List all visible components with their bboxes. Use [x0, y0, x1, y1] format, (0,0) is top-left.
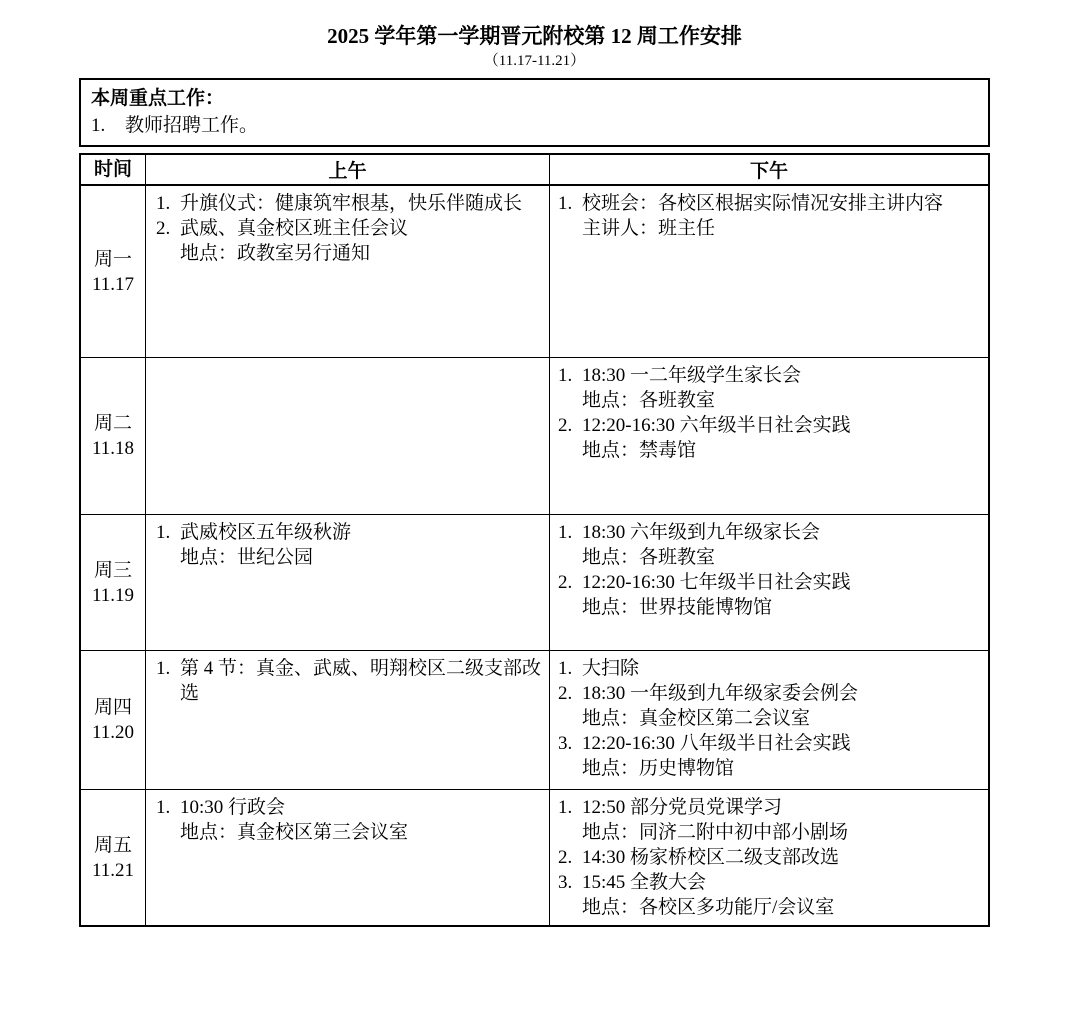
afternoon-cell: [549, 515, 988, 650]
schedule-item: [156, 191, 543, 216]
schedule-item: [558, 413, 982, 438]
day-label: 周二: [93, 413, 132, 434]
item-number: 1.: [91, 115, 106, 136]
schedule-item: [558, 438, 982, 463]
item-number: 3.: [558, 872, 573, 893]
schedule-item: [156, 216, 543, 241]
schedule-item: [558, 895, 982, 920]
schedule-item: [156, 820, 543, 845]
item-number: [558, 595, 582, 620]
item-number: 2.: [558, 415, 573, 436]
day-label: 周五: [93, 834, 132, 856]
item-text: 18:30 六年级到九年级家长会: [582, 522, 821, 543]
morning-cell: [145, 358, 549, 514]
item-text: 12:20-16:30 七年级半日社会实践: [582, 572, 851, 593]
weekly-focus-box: [79, 78, 990, 147]
day-cell: [81, 790, 145, 925]
schedule-item: [558, 870, 982, 895]
schedule-item: [558, 731, 982, 756]
item-number: [156, 820, 180, 845]
morning-cell: [145, 186, 549, 357]
afternoon-cell: [549, 358, 988, 514]
afternoon-cell: [549, 651, 988, 789]
item-text: 地点：真金校区第二会议室: [582, 708, 811, 729]
item-number: [558, 216, 582, 241]
item-number: 2.: [558, 572, 573, 593]
day-cell: [81, 358, 145, 514]
schedule-item: [558, 820, 982, 845]
item-text: 14:30 杨家桥校区二级支部改选: [582, 847, 840, 868]
item-number: 1.: [558, 522, 573, 543]
item-text: 主讲人：班主任: [582, 218, 716, 239]
item-text: 地点：同济二附中初中部小剧场: [582, 822, 849, 843]
item-text: 12:50 部分党员党课学习: [582, 797, 783, 818]
schedule-item: [558, 595, 982, 620]
item-number: [558, 820, 582, 845]
item-text: 教师招聘工作。: [125, 115, 259, 136]
date-label: 11.19: [91, 584, 135, 606]
schedule-item: [558, 216, 982, 241]
item-text: 大扫除: [582, 658, 640, 679]
item-number: 1.: [558, 658, 573, 679]
schedule-header-row: [81, 155, 988, 186]
item-text: 12:20-16:30 六年级半日社会实践: [582, 415, 851, 436]
schedule-item: [558, 388, 982, 413]
item-text: 地点：世纪公园: [180, 547, 314, 568]
item-number: 2.: [156, 218, 171, 239]
item-number: 1.: [558, 193, 573, 214]
afternoon-cell: [549, 790, 988, 925]
day-cell: [81, 186, 145, 357]
schedule-item: [156, 656, 543, 706]
schedule-item: [156, 795, 543, 820]
date-label: 11.18: [91, 438, 135, 459]
schedule-table: [79, 153, 990, 927]
date-label: 11.17: [91, 273, 135, 295]
item-text: 地点：真金校区第三会议室: [180, 822, 409, 843]
schedule-item: [558, 545, 982, 570]
schedule-row: [81, 650, 988, 789]
item-number: 1.: [156, 193, 171, 214]
item-number: 3.: [558, 733, 573, 754]
item-text: 地点：各校区多功能厅/会议室: [582, 897, 835, 918]
morning-cell: [145, 651, 549, 789]
item-text: 校班会：各校区根据实际情况安排主讲内容: [582, 193, 944, 214]
item-text: 18:30 一年级到九年级家委会例会: [582, 683, 859, 704]
schedule-item: [558, 656, 982, 681]
item-number: [558, 706, 582, 731]
date-label: 11.21: [91, 859, 135, 881]
item-text: 地点：世界技能博物馆: [582, 597, 773, 618]
schedule-row: [81, 357, 988, 514]
item-number: [558, 388, 582, 413]
item-number: [558, 438, 582, 463]
schedule-item: [558, 756, 982, 781]
schedule-row: [81, 789, 988, 925]
schedule-row: [81, 514, 988, 650]
schedule-item: [156, 241, 543, 266]
schedule-item: [558, 191, 982, 216]
item-text: 地点：政教室另行通知: [180, 243, 371, 264]
item-text: 地点：各班教室: [582, 390, 716, 411]
day-cell: [81, 515, 145, 650]
item-number: [156, 241, 180, 266]
item-number: 1.: [156, 658, 171, 679]
schedule-item: [558, 706, 982, 731]
item-text: 地点：各班教室: [582, 547, 716, 568]
item-number: [558, 545, 582, 570]
item-text: 18:30 一二年级学生家长会: [582, 365, 802, 386]
schedule-item: [558, 520, 982, 545]
schedule-item: [558, 570, 982, 595]
item-number: [558, 895, 582, 920]
item-text: 地点：历史博物馆: [582, 758, 735, 779]
item-text: 武威、真金校区班主任会议: [180, 218, 409, 239]
item-text: 15:45 全教大会: [582, 872, 707, 893]
item-number: 2.: [558, 683, 573, 704]
weekly-focus-heading: 本周重点工作：: [91, 88, 225, 109]
item-text: 地点：禁毒馆: [582, 440, 697, 461]
item-number: 1.: [558, 797, 573, 818]
header-afternoon: 下午: [549, 155, 988, 184]
weekly-focus-item: [91, 112, 978, 139]
schedule-item: [558, 845, 982, 870]
schedule-row: [81, 186, 988, 357]
page-title: 2025 学年第一学期晋元附校第 12 周工作安排: [327, 24, 742, 48]
afternoon-cell: [549, 186, 988, 357]
page-subtitle: （11.17-11.21）: [483, 53, 586, 69]
schedule-item: [558, 681, 982, 706]
schedule-item: [156, 545, 543, 570]
header-morning: 上午: [145, 155, 549, 184]
item-text: 第 4 节：真金、武威、明翔校区二级支部改选: [180, 658, 542, 704]
item-text: 升旗仪式：健康筑牢根基，快乐伴随成长: [180, 193, 523, 214]
day-label: 周一: [93, 248, 132, 270]
day-label: 周四: [93, 697, 132, 718]
schedule-item: [558, 795, 982, 820]
item-number: [156, 545, 180, 570]
item-number: 1.: [156, 522, 171, 543]
morning-cell: [145, 515, 549, 650]
date-label: 11.20: [91, 722, 135, 743]
item-text: 武威校区五年级秋游: [180, 522, 352, 543]
item-text: 12:20-16:30 八年级半日社会实践: [582, 733, 851, 754]
header-time: 时间: [93, 159, 132, 180]
item-number: 2.: [558, 847, 573, 868]
day-cell: [81, 651, 145, 789]
document-page: [79, 0, 990, 927]
item-number: 1.: [156, 797, 171, 818]
item-number: 1.: [558, 365, 573, 386]
item-text: 10:30 行政会: [180, 797, 286, 818]
schedule-item: [156, 520, 543, 545]
item-number: [558, 756, 582, 781]
morning-cell: [145, 790, 549, 925]
schedule-item: [558, 363, 982, 388]
day-label: 周三: [93, 559, 132, 581]
